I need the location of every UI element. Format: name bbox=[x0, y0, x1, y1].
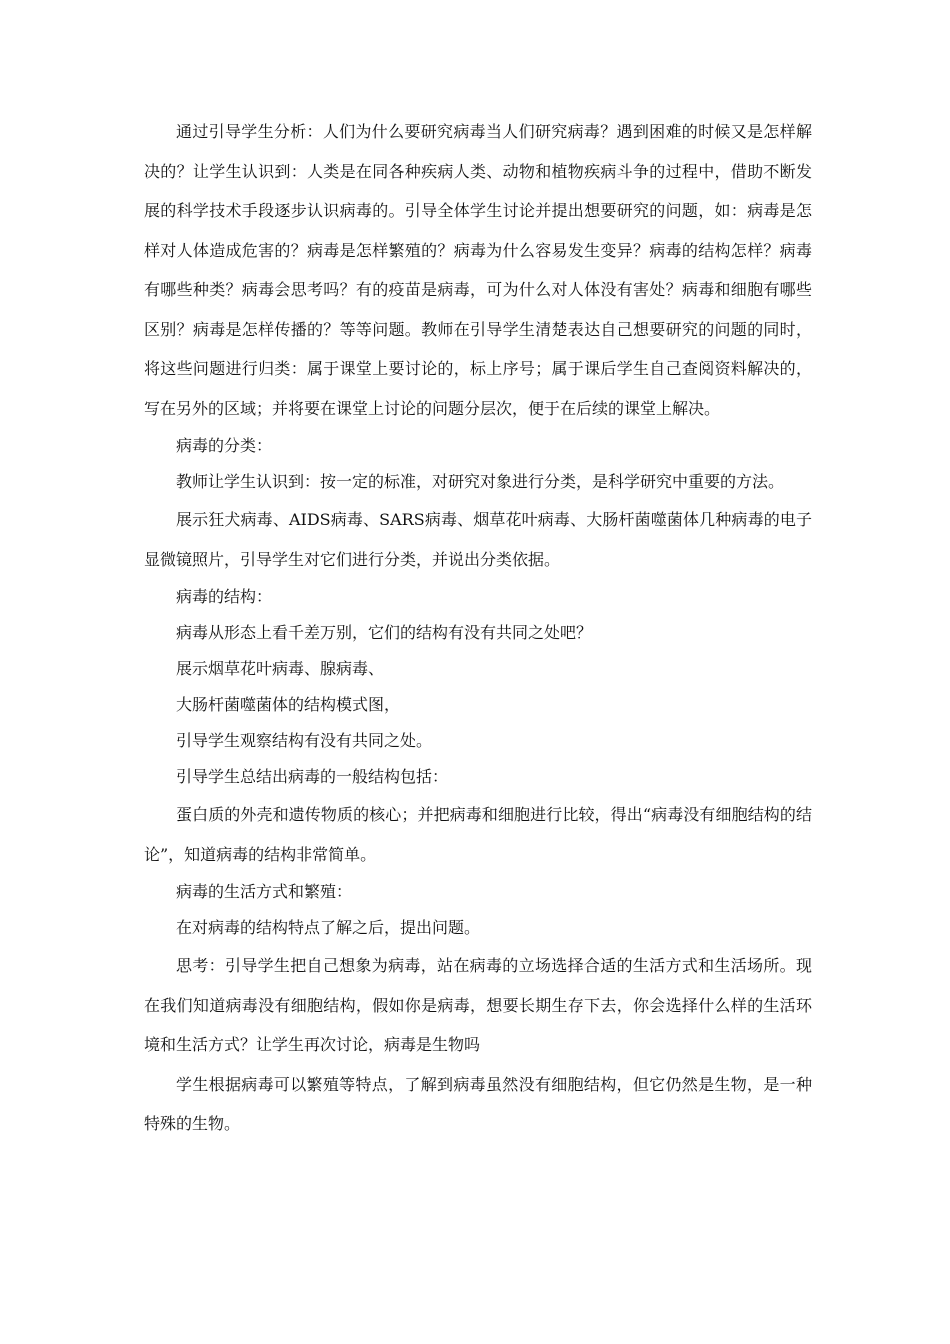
heading-lifestyle: 病毒的生活方式和繁殖： bbox=[176, 882, 353, 901]
heading-classification: 病毒的分类： bbox=[176, 436, 273, 455]
paragraph-structure-summary: 引导学生总结出病毒的一般结构包括： bbox=[176, 767, 449, 786]
paragraph-conclusion: 学生根据病毒可以繁殖等特点，了解到病毒虽然没有细胞结构，但它仍然是生物，是一种特殊的生物。 bbox=[144, 1074, 812, 1133]
paragraph-lifestyle-question: 在对病毒的结构特点了解之后，提出问题。 bbox=[176, 918, 481, 937]
paragraph-structure-question: 病毒从形态上看千差万别，它们的结构有没有共同之处吧？ bbox=[176, 623, 593, 642]
paragraph-classification-method: 教师让学生认识到：按一定的标准，对研究对象进行分类，是科学研究中重要的方法。 bbox=[176, 472, 785, 491]
paragraph-intro: 通过引导学生分析：人们为什么要研究病毒当人们研究病毒？遇到困难的时候又是怎样解决的？让学生认识到：人类是在同各种疾病人类、动物和植物疾病斗争的过程中，借助不断发展的科学技术手段逐步认识病毒的。引导全体学生讨论并提出想要研究的问题，如：病毒是怎样对人体造成危害的？病毒是怎样繁殖的？病毒为什么容易发生变异？病毒的结构怎样？病毒有哪些种类？病毒会思考吗？有的疫苗是病毒，可为什么对人体没有害处？病毒和细胞有哪些区别？病毒是怎样传播的？等等问题。教师在引导学生清楚表达自己想要研究的问题的同时，将这些问题进行归类：属于课堂上要讨论的，标上序号；属于课后学生自己查阅资料解决的，写在另外的区域；并将要在课堂上讨论的问题分层次，便于在后续的课堂上解决。 bbox=[144, 122, 812, 418]
paragraph-thinking: 思考：引导学生把自己想象为病毒，站在病毒的立场选择合适的生活方式和生活场所。现在我们知道病毒没有细胞结构，假如你是病毒，想要长期生存下去，你会选择什么样的生活环境和生活方式？让学生再次讨论，病毒是生物吗 bbox=[144, 956, 812, 1054]
document-body bbox=[144, 112, 812, 1144]
paragraph-classification-photos: 展示狂犬病毒、AIDS病毒、SARS病毒、烟草花叶病毒、大肠杆菌噬菌体几种病毒的电子显微镜照片，引导学生对它们进行分类，并说出分类依据。 bbox=[144, 510, 812, 569]
heading-structure: 病毒的结构： bbox=[176, 587, 273, 606]
paragraph-structure-conclusion: 蛋白质的外壳和遗传物质的核心；并把病毒和细胞进行比较，得出“病毒没有细胞结构的结论”，知道病毒的结构非常简单。 bbox=[144, 805, 812, 864]
paragraph-structure-diagram: 大肠杆菌噬菌体的结构模式图， bbox=[176, 695, 401, 714]
paragraph-structure-show: 展示烟草花叶病毒、腺病毒、 bbox=[176, 659, 385, 678]
paragraph-structure-observe: 引导学生观察结构有没有共同之处。 bbox=[176, 731, 433, 750]
